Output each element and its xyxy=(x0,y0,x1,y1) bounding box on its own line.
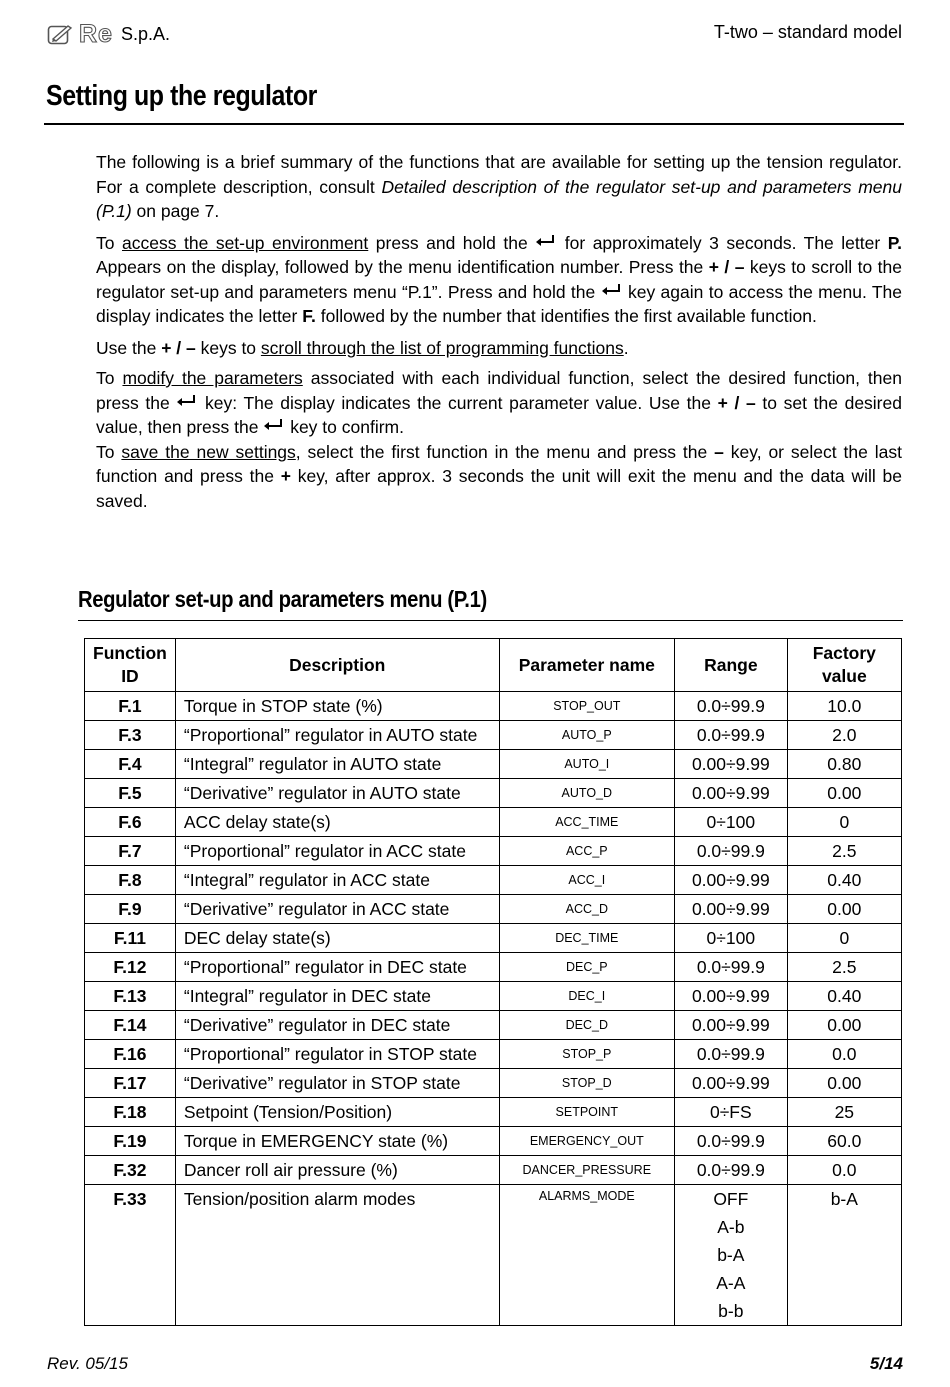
cell-parameter-name: STOP_OUT xyxy=(499,692,674,721)
enter-key-icon xyxy=(176,394,198,408)
cell-function-id: F.16 xyxy=(85,1040,176,1069)
cell-range: 0÷100 xyxy=(675,924,788,953)
table-row xyxy=(85,750,902,779)
table-row xyxy=(85,1156,902,1185)
table-row xyxy=(85,721,902,750)
title-divider xyxy=(44,123,904,125)
cell-function-id: F.19 xyxy=(85,1127,176,1156)
cell-function-id: F.6 xyxy=(85,808,176,837)
cell-factory-value: 0.80 xyxy=(787,750,901,779)
cell-factory-value: 0 xyxy=(787,924,901,953)
cell-function-id: F.11 xyxy=(85,924,176,953)
header-factory-value: Factory value xyxy=(787,639,901,692)
cell-parameter-name: DEC_D xyxy=(499,1011,674,1040)
cell-parameter-name: ACC_P xyxy=(499,837,674,866)
cell-function-id: F.8 xyxy=(85,866,176,895)
range-option: b-b xyxy=(718,1301,744,1321)
paragraph-scroll: Use the + / – keys to scroll through the list of programming functions. xyxy=(96,337,629,358)
cell-description: “Proportional” regulator in ACC state xyxy=(175,837,499,866)
cell-description: “Derivative” regulator in ACC state xyxy=(175,895,499,924)
table-row xyxy=(85,1069,902,1098)
cell-range: 0.0÷99.9 xyxy=(675,1156,788,1185)
cell-parameter-name: DEC_TIME xyxy=(499,924,674,953)
header-function-id: Function ID xyxy=(85,639,176,692)
table-row xyxy=(85,953,902,982)
cell-range: 0.0÷99.9 xyxy=(675,1127,788,1156)
cell-description: Tension/position alarm modes xyxy=(175,1185,499,1326)
header-description: Description xyxy=(175,639,499,692)
cell-factory-value: 60.0 xyxy=(787,1127,901,1156)
cell-factory-value: 2.0 xyxy=(787,721,901,750)
table-row xyxy=(85,866,902,895)
table-row xyxy=(85,1127,902,1156)
table-row xyxy=(85,1040,902,1069)
cell-description: Setpoint (Tension/Position) xyxy=(175,1098,499,1127)
range-option: A-b xyxy=(717,1217,745,1237)
table-row xyxy=(85,1011,902,1040)
cell-description: “Proportional” regulator in AUTO state xyxy=(175,721,499,750)
company-logo xyxy=(47,20,170,49)
cell-factory-value: 0.40 xyxy=(787,982,901,1011)
body-text xyxy=(96,150,902,520)
enter-key-icon xyxy=(601,283,623,297)
cell-description: DEC delay state(s) xyxy=(175,924,499,953)
cell-factory-value: 0.00 xyxy=(787,895,901,924)
company-name: S.p.A. xyxy=(120,24,170,44)
cell-parameter-name: ACC_TIME xyxy=(499,808,674,837)
header-parameter-name: Parameter name xyxy=(499,639,674,692)
table-row xyxy=(85,837,902,866)
cell-description: “Derivative” regulator in AUTO state xyxy=(175,779,499,808)
cell-range: 0.0÷99.9 xyxy=(675,953,788,982)
cell-parameter-name: DANCER_PRESSURE xyxy=(499,1156,674,1185)
cell-function-id: F.9 xyxy=(85,895,176,924)
cell-factory-value: 10.0 xyxy=(787,692,901,721)
paragraph-access: To access the set-up environment press and hold the for approximately 3 seconds. The letter P. Appears on the display, followed by the menu identification number. Press the + / – keys to scroll to the regulator set-up and parameters menu “P.1”. Press and hold the key again to access the menu. The display indicates the letter F. followed by the number that identifies the first available function. xyxy=(96,232,903,326)
table-header-row xyxy=(85,639,902,692)
table-row xyxy=(85,779,902,808)
table-row xyxy=(85,982,902,1011)
cell-parameter-name: EMERGENCY_OUT xyxy=(499,1127,674,1156)
paragraph-modify: To modify the parameters associated with each individual function, select the desired function, then press the key: The display indicates the current parameter value. Use the + / – to set the desired value, then press the key to confirm. xyxy=(96,368,902,437)
page-title: Setting up the regulator xyxy=(46,80,317,112)
cell-factory-value: 0.0 xyxy=(787,1156,901,1185)
cell-function-id: F.5 xyxy=(85,779,176,808)
cell-range: 0.0÷99.9 xyxy=(675,837,788,866)
page-header xyxy=(47,20,902,50)
cell-parameter-name: AUTO_D xyxy=(499,779,674,808)
cell-range: 0.00÷9.99 xyxy=(675,866,788,895)
cell-factory-value: 0 xyxy=(787,808,901,837)
logo-mark: Re xyxy=(79,20,113,48)
table-row xyxy=(85,1098,902,1127)
cell-function-id: F.12 xyxy=(85,953,176,982)
range-option: A-A xyxy=(716,1273,746,1293)
table-row-f33 xyxy=(85,1185,902,1326)
cell-function-id: F.7 xyxy=(85,837,176,866)
cell-factory-value: 25 xyxy=(787,1098,901,1127)
cell-parameter-name: ALARMS_MODE xyxy=(499,1185,674,1326)
cell-parameter-name: STOP_P xyxy=(499,1040,674,1069)
cell-description: “Integral” regulator in DEC state xyxy=(175,982,499,1011)
cell-range: 0.00÷9.99 xyxy=(675,982,788,1011)
cell-description: Dancer roll air pressure (%) xyxy=(175,1156,499,1185)
cell-description: Torque in STOP state (%) xyxy=(175,692,499,721)
enter-key-icon xyxy=(263,418,285,432)
cell-range: 0÷FS xyxy=(675,1098,788,1127)
cell-range: 0÷100 xyxy=(675,808,788,837)
model-name: T-two – standard model xyxy=(713,22,902,42)
cell-function-id: F.17 xyxy=(85,1069,176,1098)
cell-description: “Integral” regulator in ACC state xyxy=(175,866,499,895)
cell-description: “Proportional” regulator in STOP state xyxy=(175,1040,499,1069)
cell-parameter-name: DEC_I xyxy=(499,982,674,1011)
cell-parameter-name: ACC_I xyxy=(499,866,674,895)
paragraph-intro: The following is a brief summary of the functions that are available for setting up the tension regulator. For a complete description, consult Detailed description of the regulator set-up and parameters menu (P.1) on page 7. xyxy=(96,152,902,221)
section-title: Regulator set-up and parameters menu (P.1) xyxy=(78,586,487,612)
cell-parameter-name: AUTO_P xyxy=(499,721,674,750)
section-divider xyxy=(78,620,903,621)
cell-function-id: F.4 xyxy=(85,750,176,779)
cell-factory-value: 2.5 xyxy=(787,837,901,866)
cell-range: 0.00÷9.99 xyxy=(675,750,788,779)
cell-description: Torque in EMERGENCY state (%) xyxy=(175,1127,499,1156)
cell-factory-value: 0.00 xyxy=(787,779,901,808)
cell-range: 0.00÷9.99 xyxy=(675,779,788,808)
cell-factory-value: 2.5 xyxy=(787,953,901,982)
cell-description: “Proportional” regulator in DEC state xyxy=(175,953,499,982)
cell-parameter-name: STOP_D xyxy=(499,1069,674,1098)
cell-range: 0.00÷9.99 xyxy=(675,1011,788,1040)
cell-parameter-name: ACC_D xyxy=(499,895,674,924)
footer-page-number: 5/14 xyxy=(869,1354,903,1373)
cell-factory-value: 0.00 xyxy=(787,1011,901,1040)
cell-function-id: F.14 xyxy=(85,1011,176,1040)
cell-parameter-name: SETPOINT xyxy=(499,1098,674,1127)
paragraph-save: To save the new settings, select the first function in the menu and press the – key, or select the last function and press the + key, after approx. 3 seconds the unit will exit the menu and the data will be saved. xyxy=(96,441,902,511)
cell-parameter-name: AUTO_I xyxy=(499,750,674,779)
table-row xyxy=(85,895,902,924)
table-row xyxy=(85,692,902,721)
cell-function-id: F.32 xyxy=(85,1156,176,1185)
cell-description: ACC delay state(s) xyxy=(175,808,499,837)
cell-factory-value: b-A xyxy=(787,1185,901,1326)
cell-description: “Derivative” regulator in DEC state xyxy=(175,1011,499,1040)
footer-revision: Rev. 05/15 xyxy=(47,1354,128,1373)
logo-icon xyxy=(47,24,73,46)
cell-description: “Integral” regulator in AUTO state xyxy=(175,750,499,779)
range-option: b-A xyxy=(717,1245,745,1265)
cell-function-id: F.18 xyxy=(85,1098,176,1127)
cell-function-id: F.13 xyxy=(85,982,176,1011)
cell-range: 0.0÷99.9 xyxy=(675,692,788,721)
cell-function-id: F.3 xyxy=(85,721,176,750)
cell-function-id: F.33 xyxy=(85,1185,176,1326)
enter-key-icon xyxy=(535,234,557,248)
cell-factory-value: 0.00 xyxy=(787,1069,901,1098)
table-row xyxy=(85,924,902,953)
parameters-table xyxy=(84,638,902,1326)
table-row xyxy=(85,808,902,837)
cell-description: “Derivative” regulator in STOP state xyxy=(175,1069,499,1098)
cell-range: 0.0÷99.9 xyxy=(675,1040,788,1069)
cell-function-id: F.1 xyxy=(85,692,176,721)
cell-range: 0.00÷9.99 xyxy=(675,895,788,924)
cell-range-list xyxy=(675,1185,788,1326)
header-range: Range xyxy=(675,639,788,692)
cell-range: 0.00÷9.99 xyxy=(675,1069,788,1098)
cell-factory-value: 0.0 xyxy=(787,1040,901,1069)
cell-factory-value: 0.40 xyxy=(787,866,901,895)
cell-parameter-name: DEC_P xyxy=(499,953,674,982)
cell-range: 0.0÷99.9 xyxy=(675,721,788,750)
range-option: OFF xyxy=(713,1189,749,1209)
